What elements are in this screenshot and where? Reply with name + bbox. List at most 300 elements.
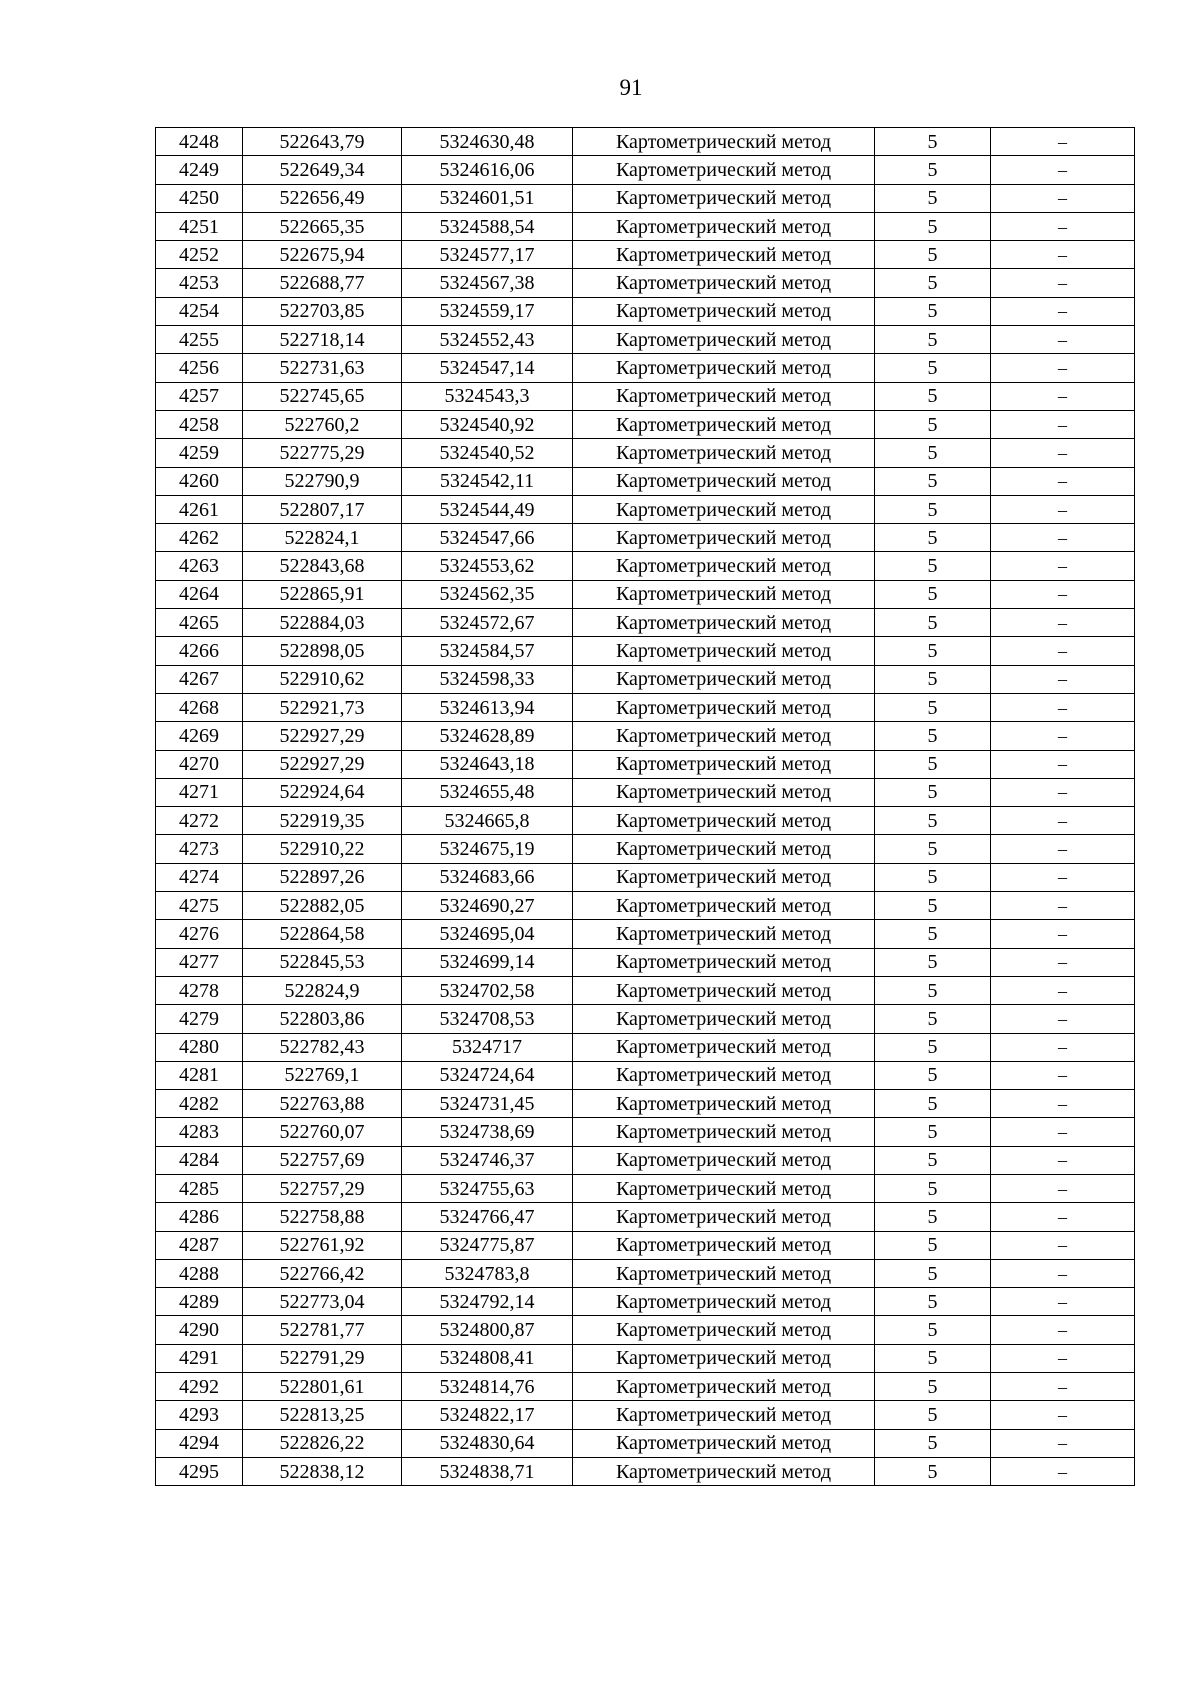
x-coordinate-cell: 522801,61 [243,1373,402,1401]
x-coordinate-cell: 522826,22 [243,1429,402,1457]
description-cell: – [991,807,1135,835]
method-cell: Картометрический метод [573,1401,875,1429]
point-number-cell: 4251 [156,212,243,240]
description-cell: – [991,1316,1135,1344]
description-cell: – [991,1429,1135,1457]
description-cell: – [991,241,1135,269]
table-row [156,495,1135,523]
accuracy-cell: 5 [875,750,991,778]
accuracy-cell: 5 [875,835,991,863]
table-row [156,976,1135,1004]
x-coordinate-cell: 522760,2 [243,410,402,438]
x-coordinate-cell: 522884,03 [243,609,402,637]
x-coordinate-cell: 522919,35 [243,807,402,835]
method-cell: Картометрический метод [573,1457,875,1485]
table-row [156,722,1135,750]
description-cell: – [991,665,1135,693]
accuracy-cell: 5 [875,354,991,382]
method-cell: Картометрический метод [573,722,875,750]
method-cell: Картометрический метод [573,1005,875,1033]
accuracy-cell: 5 [875,1457,991,1485]
y-coordinate-cell: 5324562,35 [402,580,573,608]
y-coordinate-cell: 5324675,19 [402,835,573,863]
point-number-cell: 4255 [156,326,243,354]
point-number-cell: 4261 [156,495,243,523]
table-row [156,892,1135,920]
table-row [156,1005,1135,1033]
accuracy-cell: 5 [875,156,991,184]
y-coordinate-cell: 5324702,58 [402,976,573,1004]
y-coordinate-cell: 5324547,14 [402,354,573,382]
y-coordinate-cell: 5324755,63 [402,1174,573,1202]
method-cell: Картометрический метод [573,1118,875,1146]
y-coordinate-cell: 5324616,06 [402,156,573,184]
y-coordinate-cell: 5324553,62 [402,552,573,580]
y-coordinate-cell: 5324584,57 [402,637,573,665]
description-cell: – [991,1033,1135,1061]
x-coordinate-cell: 522703,85 [243,297,402,325]
table-row [156,241,1135,269]
x-coordinate-cell: 522782,43 [243,1033,402,1061]
description-cell: – [991,269,1135,297]
table-row [156,212,1135,240]
table-row [156,1316,1135,1344]
accuracy-cell: 5 [875,1005,991,1033]
method-cell: Картометрический метод [573,863,875,891]
point-number-cell: 4290 [156,1316,243,1344]
accuracy-cell: 5 [875,1061,991,1089]
x-coordinate-cell: 522718,14 [243,326,402,354]
table-row [156,693,1135,721]
description-cell: – [991,1005,1135,1033]
x-coordinate-cell: 522731,63 [243,354,402,382]
coordinates-table [155,127,1135,1486]
table-row [156,609,1135,637]
y-coordinate-cell: 5324724,64 [402,1061,573,1089]
point-number-cell: 4264 [156,580,243,608]
accuracy-cell: 5 [875,495,991,523]
point-number-cell: 4283 [156,1118,243,1146]
y-coordinate-cell: 5324559,17 [402,297,573,325]
method-cell: Картометрический метод [573,920,875,948]
description-cell: – [991,976,1135,1004]
point-number-cell: 4250 [156,184,243,212]
table-body [156,128,1135,1486]
description-cell: – [991,693,1135,721]
method-cell: Картометрический метод [573,326,875,354]
x-coordinate-cell: 522758,88 [243,1203,402,1231]
x-coordinate-cell: 522921,73 [243,693,402,721]
table-row [156,184,1135,212]
page-number: 91 [619,75,643,100]
description-cell: – [991,1401,1135,1429]
point-number-cell: 4276 [156,920,243,948]
table-row [156,1429,1135,1457]
x-coordinate-cell: 522845,53 [243,948,402,976]
description-cell: – [991,1288,1135,1316]
x-coordinate-cell: 522665,35 [243,212,402,240]
description-cell: – [991,948,1135,976]
point-number-cell: 4285 [156,1174,243,1202]
x-coordinate-cell: 522838,12 [243,1457,402,1485]
table-row [156,1146,1135,1174]
y-coordinate-cell: 5324540,92 [402,410,573,438]
method-cell: Картометрический метод [573,1033,875,1061]
point-number-cell: 4294 [156,1429,243,1457]
accuracy-cell: 5 [875,326,991,354]
y-coordinate-cell: 5324690,27 [402,892,573,920]
method-cell: Картометрический метод [573,1090,875,1118]
y-coordinate-cell: 5324601,51 [402,184,573,212]
point-number-cell: 4277 [156,948,243,976]
y-coordinate-cell: 5324630,48 [402,128,573,156]
accuracy-cell: 5 [875,241,991,269]
accuracy-cell: 5 [875,382,991,410]
accuracy-cell: 5 [875,1174,991,1202]
x-coordinate-cell: 522769,1 [243,1061,402,1089]
point-number-cell: 4260 [156,467,243,495]
x-coordinate-cell: 522675,94 [243,241,402,269]
table-row [156,552,1135,580]
method-cell: Картометрический метод [573,1174,875,1202]
table-row [156,524,1135,552]
description-cell: – [991,326,1135,354]
description-cell: – [991,722,1135,750]
table-row [156,863,1135,891]
point-number-cell: 4271 [156,778,243,806]
x-coordinate-cell: 522791,29 [243,1344,402,1372]
description-cell: – [991,609,1135,637]
y-coordinate-cell: 5324552,43 [402,326,573,354]
table-row [156,1033,1135,1061]
method-cell: Картометрический метод [573,778,875,806]
table-row [156,382,1135,410]
accuracy-cell: 5 [875,269,991,297]
y-coordinate-cell: 5324731,45 [402,1090,573,1118]
accuracy-cell: 5 [875,948,991,976]
accuracy-cell: 5 [875,1316,991,1344]
y-coordinate-cell: 5324665,8 [402,807,573,835]
x-coordinate-cell: 522927,29 [243,750,402,778]
method-cell: Картометрический метод [573,128,875,156]
method-cell: Картометрический метод [573,269,875,297]
point-number-cell: 4289 [156,1288,243,1316]
description-cell: – [991,495,1135,523]
table-row [156,835,1135,863]
x-coordinate-cell: 522813,25 [243,1401,402,1429]
point-number-cell: 4274 [156,863,243,891]
table-row [156,807,1135,835]
y-coordinate-cell: 5324542,11 [402,467,573,495]
accuracy-cell: 5 [875,1288,991,1316]
accuracy-cell: 5 [875,1373,991,1401]
point-number-cell: 4281 [156,1061,243,1089]
description-cell: – [991,1203,1135,1231]
description-cell: – [991,920,1135,948]
point-number-cell: 4267 [156,665,243,693]
point-number-cell: 4280 [156,1033,243,1061]
y-coordinate-cell: 5324822,17 [402,1401,573,1429]
description-cell: – [991,892,1135,920]
description-cell: – [991,637,1135,665]
point-number-cell: 4295 [156,1457,243,1485]
y-coordinate-cell: 5324567,38 [402,269,573,297]
method-cell: Картометрический метод [573,382,875,410]
x-coordinate-cell: 522824,9 [243,976,402,1004]
x-coordinate-cell: 522763,88 [243,1090,402,1118]
description-cell: – [991,835,1135,863]
x-coordinate-cell: 522790,9 [243,467,402,495]
description-cell: – [991,750,1135,778]
point-number-cell: 4287 [156,1231,243,1259]
table-row [156,354,1135,382]
method-cell: Картометрический метод [573,835,875,863]
point-number-cell: 4266 [156,637,243,665]
accuracy-cell: 5 [875,1231,991,1259]
y-coordinate-cell: 5324683,66 [402,863,573,891]
table-row [156,637,1135,665]
x-coordinate-cell: 522757,69 [243,1146,402,1174]
description-cell: – [991,212,1135,240]
table-row [156,128,1135,156]
y-coordinate-cell: 5324613,94 [402,693,573,721]
point-number-cell: 4253 [156,269,243,297]
method-cell: Картометрический метод [573,693,875,721]
x-coordinate-cell: 522924,64 [243,778,402,806]
table-row [156,1090,1135,1118]
accuracy-cell: 5 [875,807,991,835]
description-cell: – [991,552,1135,580]
x-coordinate-cell: 522766,42 [243,1259,402,1287]
x-coordinate-cell: 522927,29 [243,722,402,750]
y-coordinate-cell: 5324708,53 [402,1005,573,1033]
y-coordinate-cell: 5324588,54 [402,212,573,240]
table-row [156,1259,1135,1287]
x-coordinate-cell: 522807,17 [243,495,402,523]
description-cell: – [991,439,1135,467]
method-cell: Картометрический метод [573,1373,875,1401]
description-cell: – [991,580,1135,608]
x-coordinate-cell: 522843,68 [243,552,402,580]
accuracy-cell: 5 [875,609,991,637]
x-coordinate-cell: 522910,62 [243,665,402,693]
y-coordinate-cell: 5324655,48 [402,778,573,806]
table-row [156,778,1135,806]
accuracy-cell: 5 [875,1118,991,1146]
accuracy-cell: 5 [875,1146,991,1174]
table-row [156,269,1135,297]
point-number-cell: 4278 [156,976,243,1004]
accuracy-cell: 5 [875,439,991,467]
point-number-cell: 4270 [156,750,243,778]
point-number-cell: 4292 [156,1373,243,1401]
x-coordinate-cell: 522757,29 [243,1174,402,1202]
method-cell: Картометрический метод [573,1259,875,1287]
point-number-cell: 4259 [156,439,243,467]
method-cell: Картометрический метод [573,354,875,382]
y-coordinate-cell: 5324695,04 [402,920,573,948]
x-coordinate-cell: 522882,05 [243,892,402,920]
accuracy-cell: 5 [875,637,991,665]
method-cell: Картометрический метод [573,1288,875,1316]
accuracy-cell: 5 [875,467,991,495]
table-row [156,1061,1135,1089]
table-row [156,665,1135,693]
method-cell: Картометрический метод [573,750,875,778]
method-cell: Картометрический метод [573,609,875,637]
x-coordinate-cell: 522897,26 [243,863,402,891]
y-coordinate-cell: 5324814,76 [402,1373,573,1401]
point-number-cell: 4269 [156,722,243,750]
x-coordinate-cell: 522773,04 [243,1288,402,1316]
point-number-cell: 4254 [156,297,243,325]
point-number-cell: 4272 [156,807,243,835]
description-cell: – [991,467,1135,495]
table-row [156,948,1135,976]
description-cell: – [991,778,1135,806]
method-cell: Картометрический метод [573,410,875,438]
x-coordinate-cell: 522910,22 [243,835,402,863]
x-coordinate-cell: 522649,34 [243,156,402,184]
y-coordinate-cell: 5324717 [402,1033,573,1061]
y-coordinate-cell: 5324775,87 [402,1231,573,1259]
y-coordinate-cell: 5324577,17 [402,241,573,269]
point-number-cell: 4263 [156,552,243,580]
description-cell: – [991,1174,1135,1202]
method-cell: Картометрический метод [573,156,875,184]
accuracy-cell: 5 [875,212,991,240]
accuracy-cell: 5 [875,128,991,156]
x-coordinate-cell: 522865,91 [243,580,402,608]
description-cell: – [991,1457,1135,1485]
table-row [156,467,1135,495]
method-cell: Картометрический метод [573,892,875,920]
method-cell: Картометрический метод [573,976,875,1004]
point-number-cell: 4249 [156,156,243,184]
point-number-cell: 4279 [156,1005,243,1033]
y-coordinate-cell: 5324792,14 [402,1288,573,1316]
method-cell: Картометрический метод [573,1146,875,1174]
accuracy-cell: 5 [875,665,991,693]
description-cell: – [991,1231,1135,1259]
description-cell: – [991,1259,1135,1287]
accuracy-cell: 5 [875,722,991,750]
table-row [156,1344,1135,1372]
point-number-cell: 4286 [156,1203,243,1231]
accuracy-cell: 5 [875,1344,991,1372]
table-row [156,1203,1135,1231]
x-coordinate-cell: 522898,05 [243,637,402,665]
point-number-cell: 4288 [156,1259,243,1287]
table-row [156,410,1135,438]
x-coordinate-cell: 522760,07 [243,1118,402,1146]
point-number-cell: 4293 [156,1401,243,1429]
accuracy-cell: 5 [875,1203,991,1231]
point-number-cell: 4282 [156,1090,243,1118]
y-coordinate-cell: 5324783,8 [402,1259,573,1287]
table-row [156,1373,1135,1401]
y-coordinate-cell: 5324547,66 [402,524,573,552]
method-cell: Картометрический метод [573,1061,875,1089]
description-cell: – [991,1061,1135,1089]
table-row [156,920,1135,948]
accuracy-cell: 5 [875,920,991,948]
method-cell: Картометрический метод [573,1316,875,1344]
x-coordinate-cell: 522781,77 [243,1316,402,1344]
table-row [156,1231,1135,1259]
description-cell: – [991,1344,1135,1372]
x-coordinate-cell: 522864,58 [243,920,402,948]
method-cell: Картометрический метод [573,212,875,240]
y-coordinate-cell: 5324838,71 [402,1457,573,1485]
method-cell: Картометрический метод [573,241,875,269]
accuracy-cell: 5 [875,1090,991,1118]
y-coordinate-cell: 5324540,52 [402,439,573,467]
y-coordinate-cell: 5324544,49 [402,495,573,523]
accuracy-cell: 5 [875,297,991,325]
method-cell: Картометрический метод [573,1344,875,1372]
x-coordinate-cell: 522643,79 [243,128,402,156]
y-coordinate-cell: 5324628,89 [402,722,573,750]
accuracy-cell: 5 [875,778,991,806]
method-cell: Картометрический метод [573,1429,875,1457]
method-cell: Картометрический метод [573,580,875,608]
accuracy-cell: 5 [875,693,991,721]
table-row [156,1457,1135,1485]
point-number-cell: 4258 [156,410,243,438]
x-coordinate-cell: 522688,77 [243,269,402,297]
accuracy-cell: 5 [875,976,991,1004]
method-cell: Картометрический метод [573,495,875,523]
description-cell: – [991,863,1135,891]
method-cell: Картометрический метод [573,948,875,976]
description-cell: – [991,1373,1135,1401]
description-cell: – [991,184,1135,212]
method-cell: Картометрический метод [573,467,875,495]
point-number-cell: 4275 [156,892,243,920]
y-coordinate-cell: 5324830,64 [402,1429,573,1457]
method-cell: Картометрический метод [573,807,875,835]
point-number-cell: 4273 [156,835,243,863]
y-coordinate-cell: 5324699,14 [402,948,573,976]
description-cell: – [991,128,1135,156]
accuracy-cell: 5 [875,1259,991,1287]
point-number-cell: 4262 [156,524,243,552]
table-row [156,1174,1135,1202]
table-row [156,1118,1135,1146]
accuracy-cell: 5 [875,580,991,608]
y-coordinate-cell: 5324598,33 [402,665,573,693]
point-number-cell: 4252 [156,241,243,269]
accuracy-cell: 5 [875,524,991,552]
method-cell: Картометрический метод [573,1203,875,1231]
method-cell: Картометрический метод [573,637,875,665]
table-row [156,1401,1135,1429]
table-row [156,439,1135,467]
accuracy-cell: 5 [875,863,991,891]
method-cell: Картометрический метод [573,1231,875,1259]
accuracy-cell: 5 [875,1033,991,1061]
x-coordinate-cell: 522656,49 [243,184,402,212]
x-coordinate-cell: 522761,92 [243,1231,402,1259]
description-cell: – [991,1146,1135,1174]
method-cell: Картометрический метод [573,297,875,325]
description-cell: – [991,410,1135,438]
method-cell: Картометрический метод [573,552,875,580]
table-row [156,750,1135,778]
accuracy-cell: 5 [875,1429,991,1457]
accuracy-cell: 5 [875,552,991,580]
